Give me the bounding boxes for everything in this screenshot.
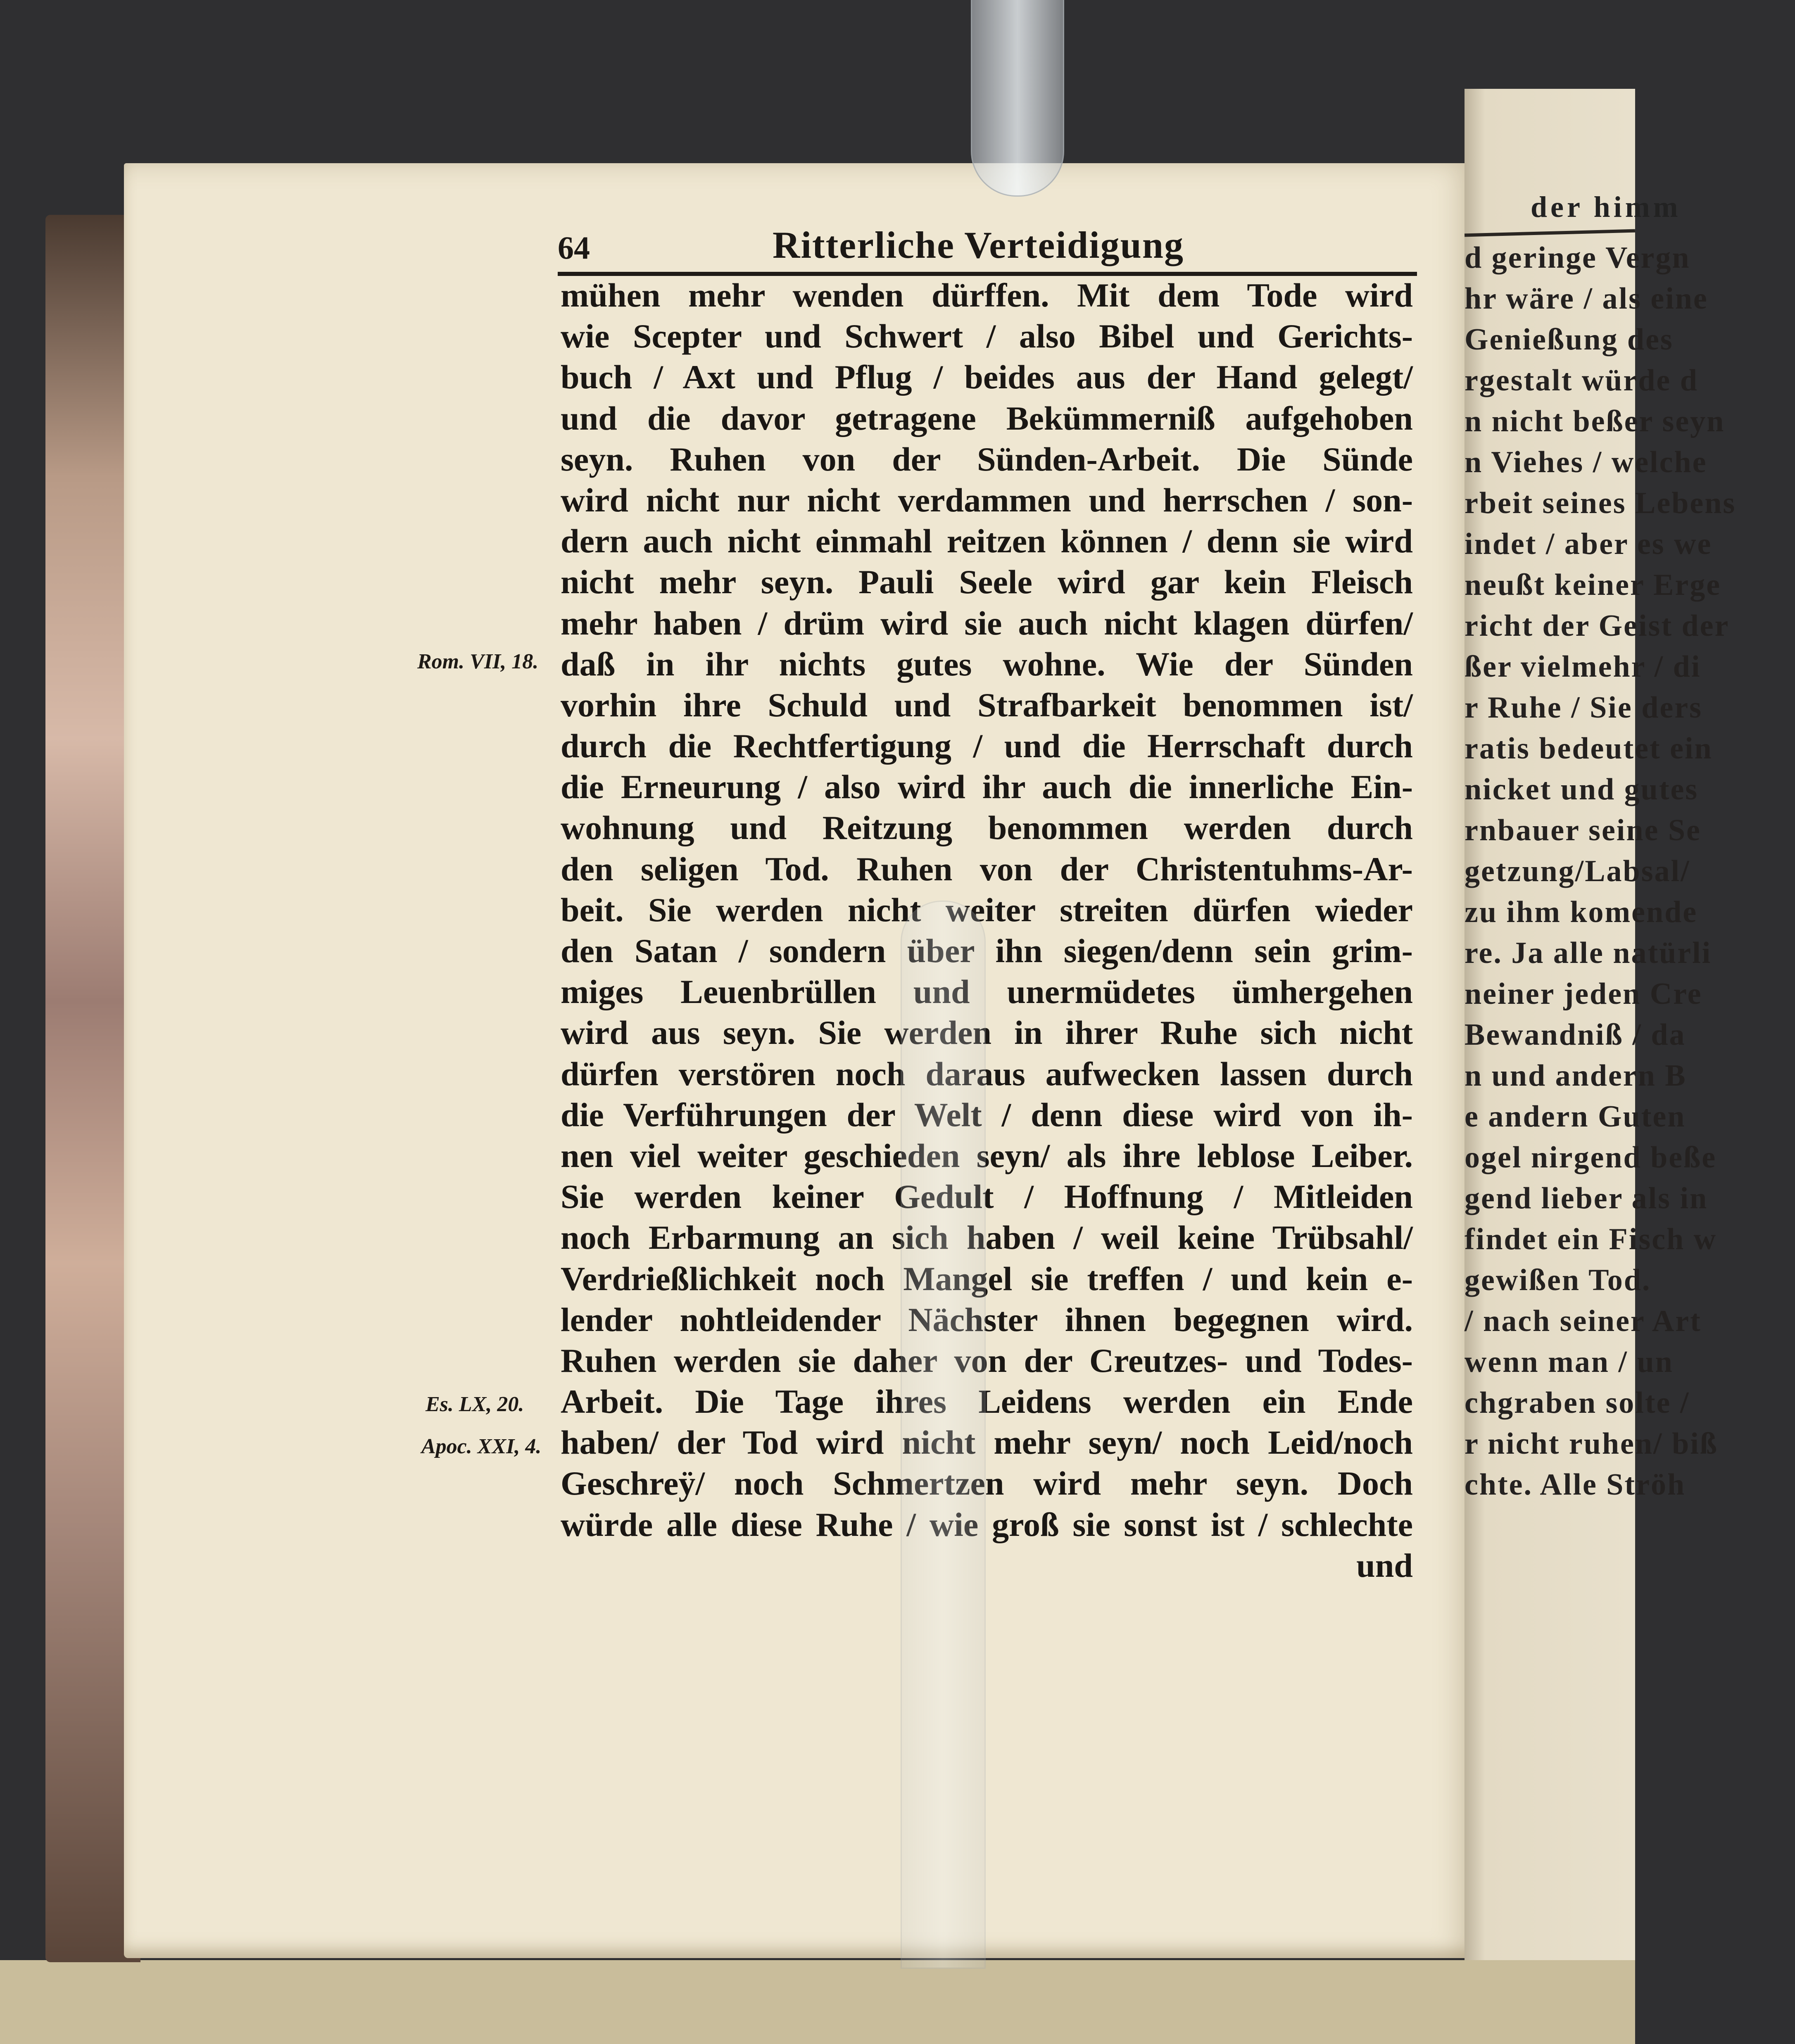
right-text-line: / nach seiner Art <box>1465 1304 1702 1338</box>
right-page-curled <box>1465 89 1736 1960</box>
right-text-line: gend lieber als in <box>1465 1181 1708 1215</box>
right-text-line: r Ruhe / Sie ders <box>1465 691 1702 725</box>
right-text-line: Genießung des <box>1465 323 1674 357</box>
text-line: durch die Rechtfertigung / und die Herrschaft durch <box>561 727 1413 765</box>
text-line: daß in ihr nichts gutes wohne. Wie der Sünden <box>561 645 1413 683</box>
right-text-line: hr wäre / als eine <box>1465 282 1708 316</box>
right-header-rule <box>1465 229 1635 237</box>
right-text-line: ogel nirgend beße <box>1465 1141 1717 1174</box>
margin-note: Es. LX, 20. <box>426 1393 524 1416</box>
right-text-line: neußt keiner Erge <box>1465 568 1721 602</box>
right-text-line: getzung/Labsal/ <box>1465 854 1690 888</box>
text-line: die Erneurung / also wird ihr auch die innerliche Ein- <box>561 768 1413 806</box>
right-text-line: d geringe Vergn <box>1465 241 1690 275</box>
text-line: und die davor getragene Bekümmerniß aufgehoben <box>561 399 1413 437</box>
right-text-line: ßer vielmehr / di <box>1465 650 1701 684</box>
text-line: Verdrießlichkeit noch Mangel sie treffen / und kein e- <box>561 1260 1413 1298</box>
body-text <box>561 275 1413 1586</box>
text-line: und <box>1356 1546 1413 1584</box>
text-line: die Verführungen der Welt / denn diese wird von ih- <box>561 1096 1413 1134</box>
text-line: wird nicht nur nicht verdammen und herrschen / son- <box>561 481 1413 519</box>
right-text-line: zu ihm komende <box>1465 895 1698 929</box>
text-line: vorhin ihre Schuld und Strafbarkeit benommen ist/ <box>561 686 1413 724</box>
right-text-line: rnbauer seine Se <box>1465 813 1701 847</box>
running-title: Ritterliche Verteidigung <box>773 224 1184 266</box>
text-line: wird aus seyn. Sie werden in ihrer Ruhe sich nicht <box>561 1014 1413 1052</box>
right-text-line: n und andern B <box>1465 1059 1687 1093</box>
text-line: lender nohtleidender Nächster ihnen begegnen wird. <box>561 1300 1413 1338</box>
right-text-line: findet ein Fisch w <box>1465 1222 1717 1256</box>
text-line: nen viel weiter geschieden seyn/ als ihre leblose Leiber. <box>561 1136 1413 1174</box>
text-line: Ruhen werden sie daher von der Creutzes- und Todes- <box>561 1341 1413 1379</box>
text-line: dern auch nicht einmahl reitzen können / denn sie wird <box>561 522 1413 560</box>
right-text-line: neiner jeden Cre <box>1465 977 1702 1011</box>
margin-note: Apoc. XXI, 4. <box>421 1435 542 1458</box>
page-header <box>558 223 1417 269</box>
right-text-line: re. Ja alle natürli <box>1465 936 1712 970</box>
right-text-line: nicket und gutes <box>1465 772 1699 806</box>
right-text-line: chte. Alle Ströh <box>1465 1468 1686 1502</box>
text-line: seyn. Ruhen von der Sünden-Arbeit. Die Sünde <box>561 440 1413 478</box>
right-text-line: e andern Guten <box>1465 1100 1686 1134</box>
page-holder-clip-bottom <box>901 901 986 1969</box>
right-body-text <box>1465 238 1795 1505</box>
right-text-line: n Viehes / welche <box>1465 445 1707 479</box>
text-line: beit. Sie werden nicht weiter streiten dürfen wieder <box>561 891 1413 929</box>
text-line: den Satan / sondern über ihn siegen/denn sein grim- <box>561 932 1413 970</box>
text-line: dürfen verstören noch daraus aufwecken lassen durch <box>561 1055 1413 1093</box>
page-number: 64 <box>558 230 590 266</box>
text-line: buch / Axt und Pflug / beides aus der Hand gelegt/ <box>561 358 1413 396</box>
text-line: miges Leuenbrüllen und unermüdetes ümhergehen <box>561 973 1413 1011</box>
text-line: würde alle diese Ruhe / wie groß sie sonst ist / schlechte <box>561 1505 1413 1543</box>
right-running-title: der himm <box>1531 190 1681 223</box>
text-line: nicht mehr seyn. Pauli Seele wird gar kein Fleisch <box>561 563 1413 601</box>
right-text-line: indet / aber es we <box>1465 527 1712 561</box>
text-line: Geschreÿ/ noch Schmertzen wird mehr seyn. Doch <box>561 1464 1413 1502</box>
text-line: haben/ der Tod wird nicht mehr seyn/ noch Leid/noch <box>561 1424 1413 1462</box>
right-text-line: rgestalt würde d <box>1465 364 1698 397</box>
right-text-line: ratis bedeutet ein <box>1465 732 1713 765</box>
margin-note: Rom. VII, 18. <box>417 650 539 673</box>
right-text-line: wenn man / un <box>1465 1345 1674 1379</box>
text-line: mehr haben / drüm wird sie auch nicht klagen dürfen/ <box>561 604 1413 642</box>
text-line: Arbeit. Die Tage ihres Leidens werden ein Ende <box>561 1383 1413 1421</box>
right-text-line: richt der Geist der <box>1465 609 1730 643</box>
text-line: wie Scepter und Schwert / also Bibel und Gerichts- <box>561 317 1413 355</box>
right-text-line: chgraben solte / <box>1465 1386 1690 1420</box>
scan-background-band <box>0 1960 1635 2044</box>
text-line: noch Erbarmung an sich haben / weil keine Trübsahl/ <box>561 1219 1413 1257</box>
right-text-line: Bewandniß / da <box>1465 1018 1686 1052</box>
page-holder-clip-top <box>971 0 1064 197</box>
text-line: Sie werden keiner Gedult / Hoffnung / Mitleiden <box>561 1178 1413 1216</box>
right-text-line: rbeit seines Lebens <box>1465 486 1736 520</box>
right-text-line: r nicht ruhen/ biß <box>1465 1427 1718 1461</box>
right-text-line: n nicht beßer seyn <box>1465 404 1725 438</box>
text-line: wohnung und Reitzung benommen werden durch <box>561 809 1413 847</box>
text-line: den seligen Tod. Ruhen von der Christentuhms-Ar- <box>561 850 1413 888</box>
text-line: mühen mehr wenden dürffen. Mit dem Tode wird <box>561 276 1413 314</box>
right-text-line: gewißen Tod. <box>1465 1263 1651 1297</box>
